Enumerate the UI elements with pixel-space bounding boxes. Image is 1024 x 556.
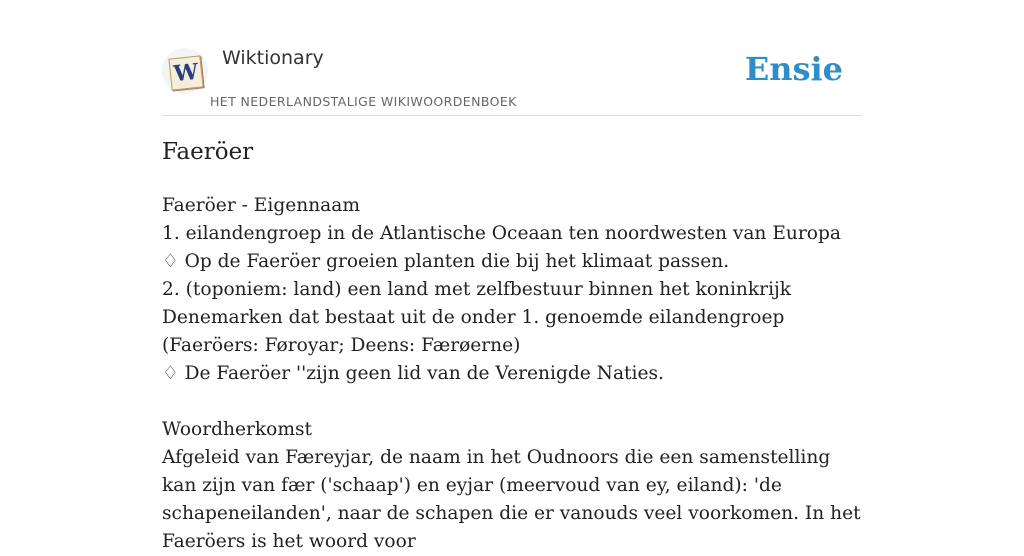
etymology-text: Afgeleid van Færeyjar, de naam in het Oudnoors die een samenstelling kan zijn van fær ('schaap') en eyjar (meervoud van ey, eiland): 'de schapeneilanden', naar de schapen die er vanouds veel voorkomen. In het Faeröers is het woord voor	[162, 447, 861, 552]
section-spacer	[162, 388, 862, 416]
site-header	[162, 40, 862, 116]
definition-1: 1. eilandengroep in de Atlantische Oceaan ten noordwesten van Europa	[162, 223, 841, 244]
example-1: ♢ Op de Faeröer groeien planten die bij het klimaat passen.	[162, 251, 730, 272]
site-name[interactable]: Wiktionary	[222, 47, 324, 69]
page-title: Faeröer	[162, 139, 254, 165]
entry-content	[162, 192, 862, 556]
definition-2: 2. (toponiem: land) een land met zelfbestuur binnen het koninkrijk Denemarken dat bestaat uit de onder 1. genoemde eilandengroep (Faeröers: Føroyar; Deens: Færøerne)	[162, 279, 792, 356]
etymology-heading: Woordherkomst	[162, 419, 313, 440]
logo-tile: W	[168, 55, 203, 90]
entry-heading: Faeröer - Eigennaam	[162, 195, 360, 216]
site-tagline: HET NEDERLANDSTALIGE WIKIWOORDENBOEK	[210, 94, 517, 109]
example-2: ♢ De Faeröer ''zijn geen lid van de Verenigde Naties.	[162, 363, 664, 384]
wiktionary-logo-icon[interactable]	[162, 48, 208, 94]
ensie-brand-logo[interactable]: Ensie	[744, 50, 843, 88]
